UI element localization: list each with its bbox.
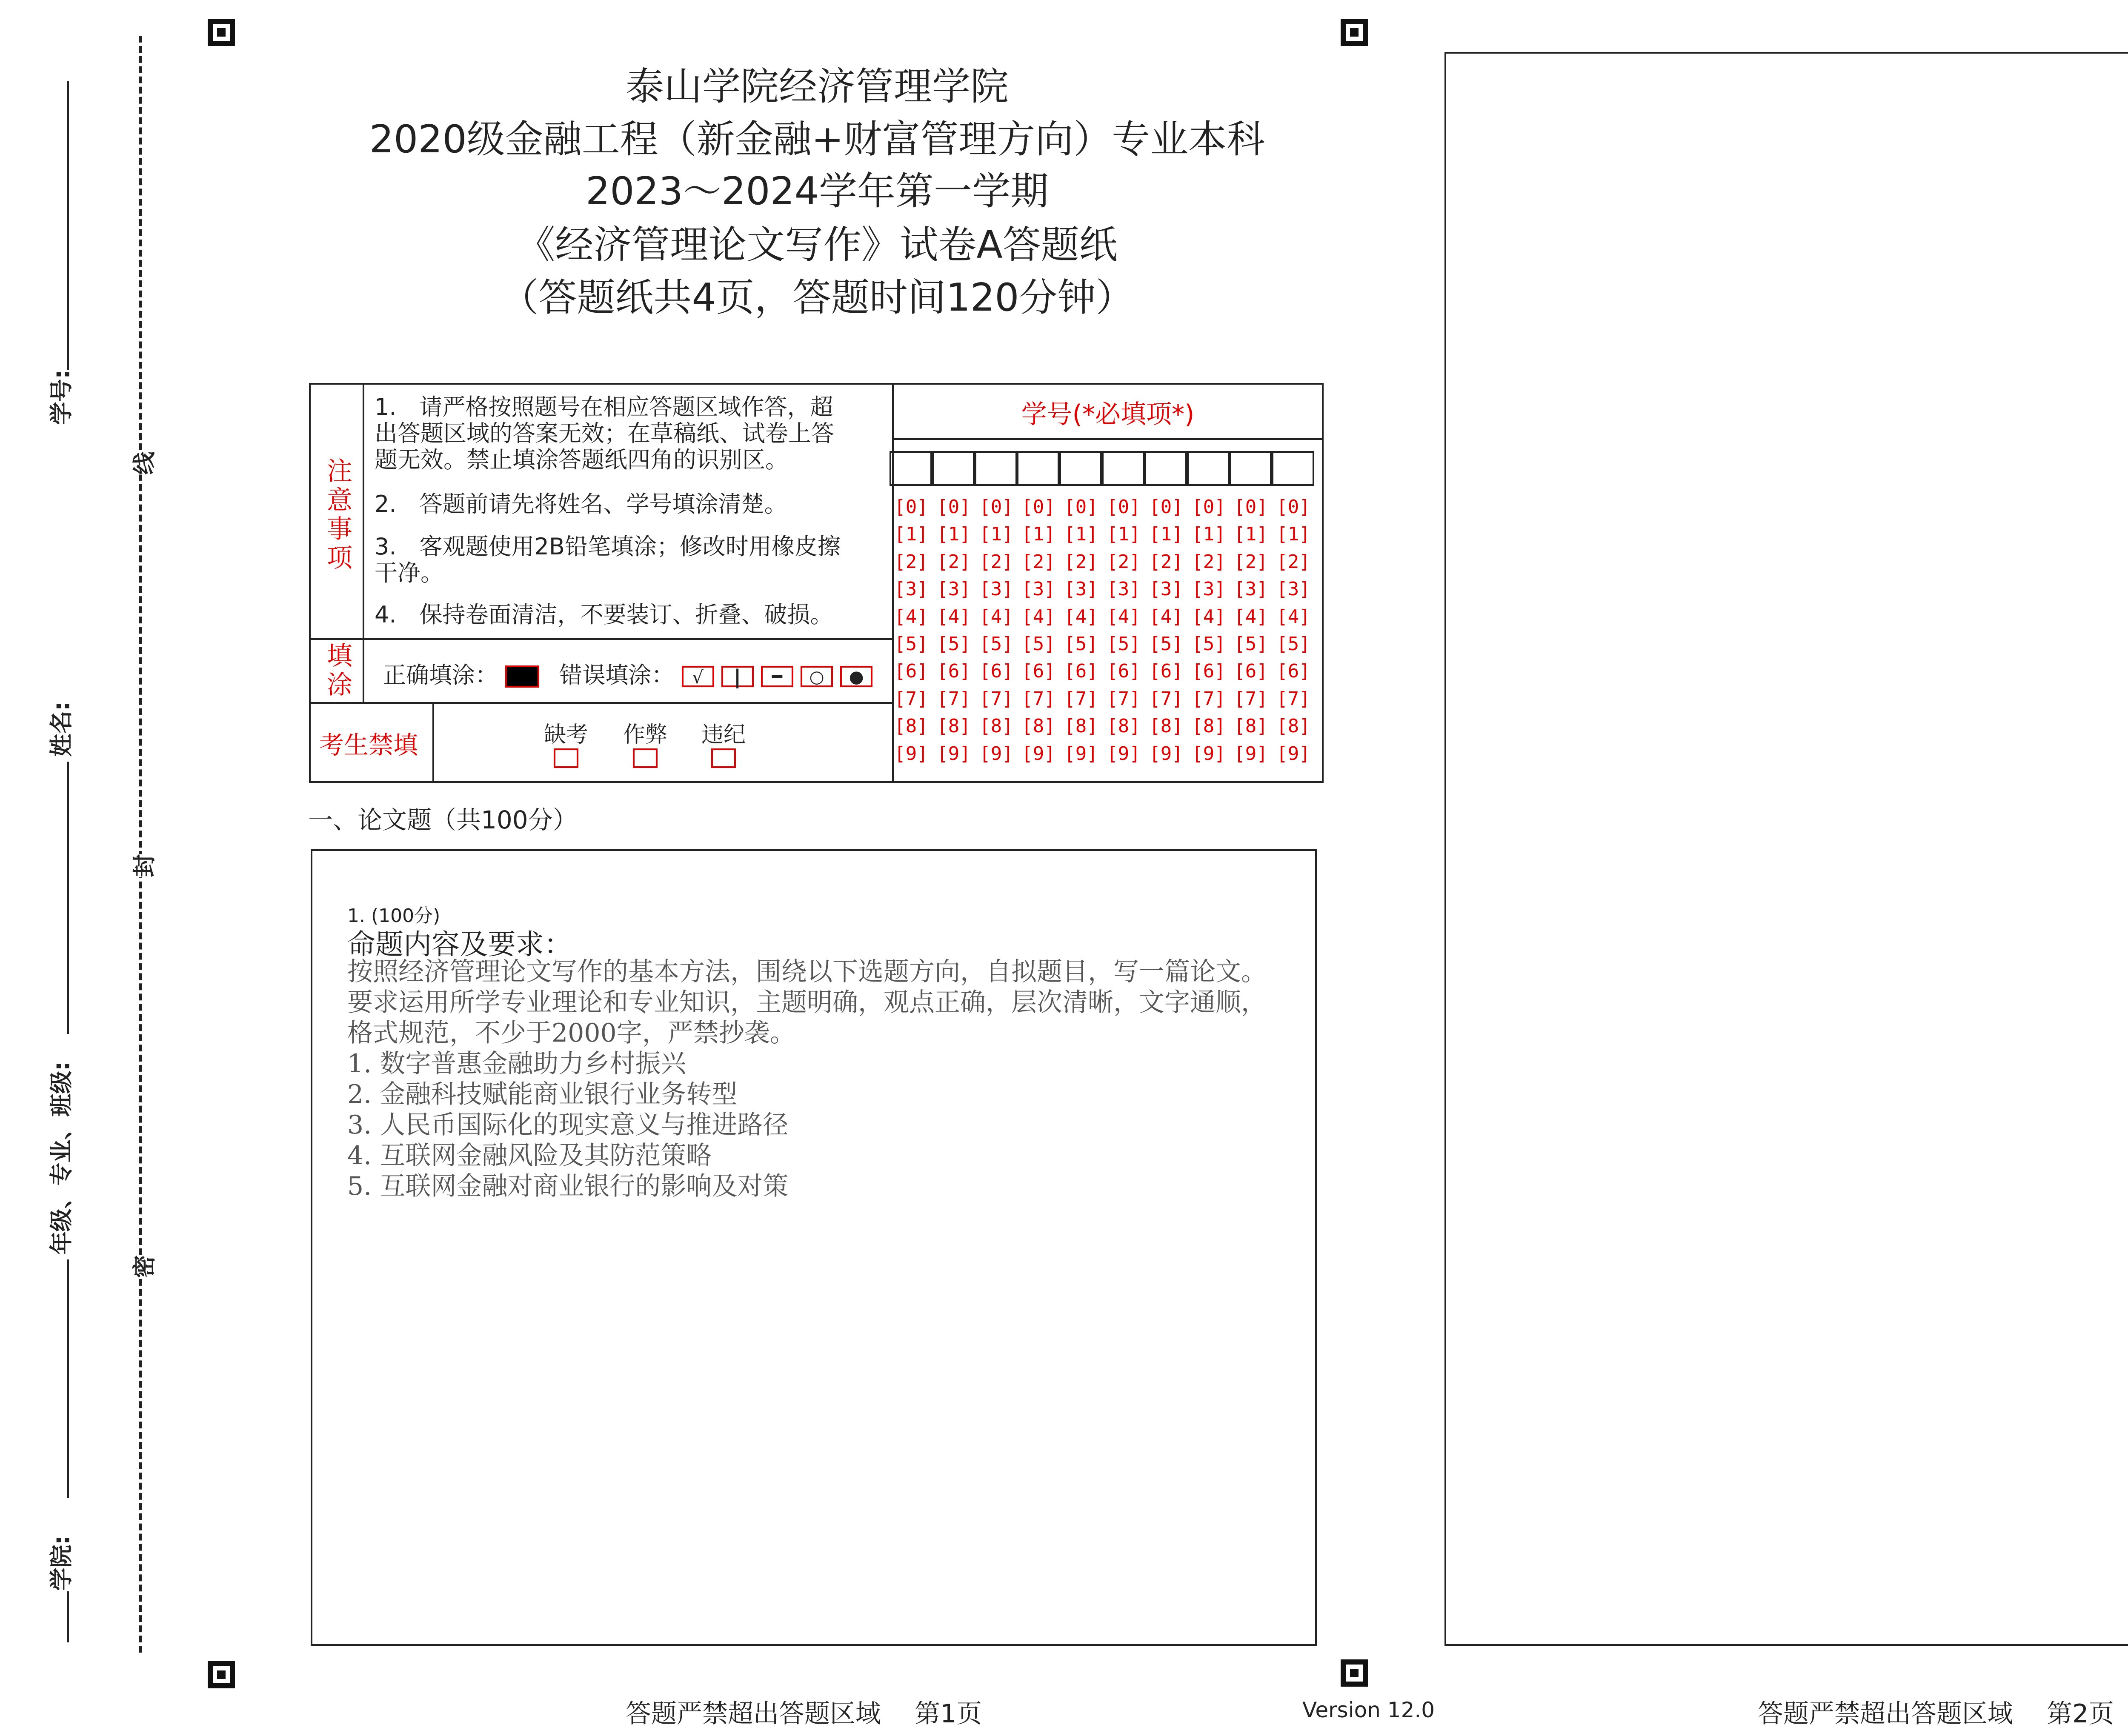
registration-marker-bottom-center: [1341, 1659, 1368, 1687]
notice-item-1: 1. 请严格按照题号在相应答题区域作答，超出答题区域的答案无效；在草稿纸、试卷上答题无效。禁止填涂答题纸四角的识别区。: [375, 394, 834, 473]
student-id-cell-10[interactable]: [1272, 451, 1314, 486]
fill-example-row: [383, 657, 872, 690]
forbidden-label: 考生禁填: [319, 731, 418, 760]
digit-bubble[interactable]: [3]: [1149, 578, 1183, 600]
digit-bubble[interactable]: [7]: [979, 688, 1013, 710]
cheat-checkbox[interactable]: [633, 748, 658, 768]
digit-bubble[interactable]: [0]: [1276, 496, 1310, 518]
digit-bubble[interactable]: [2]: [894, 551, 928, 573]
absent-label: 缺考: [543, 722, 588, 748]
digit-bubble[interactable]: [1]: [1149, 523, 1183, 545]
student-id-title: 学号(*必填项*): [1021, 400, 1195, 429]
digit-bubble[interactable]: [3]: [1064, 578, 1098, 600]
wrong-fill-bar: |: [721, 666, 754, 687]
digit-bubble[interactable]: [1]: [1064, 523, 1098, 545]
digit-bubble[interactable]: [2]: [1276, 551, 1310, 573]
digit-bubble[interactable]: [6]: [1149, 660, 1183, 682]
digit-bubble[interactable]: [6]: [1021, 660, 1055, 682]
digit-bubble[interactable]: [3]: [1107, 578, 1141, 600]
instruction-table: [309, 383, 892, 783]
digit-bubble[interactable]: [0]: [1064, 496, 1098, 518]
registration-marker-bottom-left: [208, 1661, 235, 1688]
digit-bubble[interactable]: [8]: [979, 715, 1013, 737]
name-binding-label: 姓名:: [48, 701, 75, 757]
digit-bubble[interactable]: [5]: [979, 633, 1013, 655]
digit-bubble[interactable]: [5]: [937, 633, 971, 655]
secret-mark: 密: [124, 1255, 162, 1278]
digit-bubble[interactable]: [8]: [1234, 715, 1268, 737]
binding-dashed-line: [139, 36, 142, 1653]
digit-bubble[interactable]: [4]: [894, 605, 928, 628]
digit-bubble[interactable]: [8]: [1149, 715, 1183, 737]
topic-4: 4. 互联网金融风险及其防范策略: [347, 1141, 712, 1171]
digit-bubble[interactable]: [2]: [937, 551, 971, 573]
digit-bubble[interactable]: [0]: [894, 496, 928, 518]
digit-bubble[interactable]: [7]: [1064, 688, 1098, 710]
program-title: 2020级金融工程（新金融+财富管理方向）专业本科: [369, 117, 1265, 162]
college-rule: [67, 1591, 69, 1642]
digit-bubble[interactable]: [8]: [894, 715, 928, 737]
digit-bubble[interactable]: [9]: [1192, 742, 1226, 765]
college-binding-label: 学院:: [48, 1535, 75, 1591]
digit-bubble[interactable]: [5]: [1234, 633, 1268, 655]
topic-1: 1. 数字普惠金融助力乡村振兴: [347, 1049, 686, 1079]
question-body: 按照经济管理论文写作的基本方法，围绕以下选题方向，自拟题目，写一篇论文。要求运用所学专业理论和专业知识，主题明确，观点正确，层次清晰，文字通顺，格式规范，不少于2000字，严禁抄袭。: [347, 957, 1267, 1048]
answer-area-page-1[interactable]: [311, 849, 1317, 1646]
student-id-digit-column-10: [1273, 494, 1313, 768]
digit-bubble[interactable]: [4]: [979, 605, 1013, 628]
name-rule: [67, 762, 69, 1034]
page-note: （答题纸共4页，答题时间120分钟）: [500, 275, 1134, 320]
wrong-fill-dash: ━: [761, 666, 793, 687]
digit-bubble[interactable]: [8]: [1064, 715, 1098, 737]
correct-fill-sample: [505, 665, 539, 688]
digit-bubble[interactable]: [6]: [894, 660, 928, 682]
grade-major-class-binding-label: 年级、专业、班级:: [48, 1061, 75, 1255]
digit-bubble[interactable]: [5]: [894, 633, 928, 655]
digit-bubble[interactable]: [8]: [1107, 715, 1141, 737]
digit-bubble[interactable]: [1]: [894, 523, 928, 545]
notice-item-3: 3. 客观题使用2B铅笔填涂；修改时用橡皮擦干净。: [375, 533, 841, 586]
digit-bubble[interactable]: [2]: [1021, 551, 1055, 573]
student-id-cell-7[interactable]: [1144, 451, 1187, 486]
topic-2: 2. 金融科技赋能商业银行业务转型: [347, 1079, 738, 1109]
digit-bubble[interactable]: [2]: [979, 551, 1013, 573]
digit-bubble[interactable]: [6]: [1192, 660, 1226, 682]
student-id-cell-3[interactable]: [975, 451, 1017, 486]
digit-bubble[interactable]: [2]: [1192, 551, 1226, 573]
digit-bubble[interactable]: [4]: [1149, 605, 1183, 628]
digit-bubble[interactable]: [7]: [1149, 688, 1183, 710]
fill-label: 填涂: [327, 641, 352, 700]
digit-bubble[interactable]: [3]: [1021, 578, 1055, 600]
digit-bubble[interactable]: [9]: [1149, 742, 1183, 765]
digit-bubble[interactable]: [5]: [1064, 633, 1098, 655]
digit-bubble[interactable]: [1]: [979, 523, 1013, 545]
digit-bubble[interactable]: [5]: [1021, 633, 1055, 655]
digit-bubble[interactable]: [0]: [1149, 496, 1183, 518]
digit-bubble[interactable]: [5]: [1192, 633, 1226, 655]
student-id-digit-column-4: [1018, 494, 1058, 768]
footer-page-1: 答题严禁超出答题区域 第1页: [626, 1699, 982, 1729]
digit-bubble[interactable]: [8]: [1192, 715, 1226, 737]
digit-bubble[interactable]: [3]: [937, 578, 971, 600]
term-title: 2023～2024学年第一学期: [585, 169, 1049, 214]
cheat-label: 作弊: [623, 722, 667, 748]
wrong-fill-dot: ●: [840, 666, 872, 687]
topic-5: 5. 互联网金融对商业银行的影响及对策: [347, 1171, 789, 1201]
grade-major-class-rule: [67, 1259, 69, 1498]
digit-bubble[interactable]: [2]: [1234, 551, 1268, 573]
digit-bubble[interactable]: [1]: [1192, 523, 1226, 545]
digit-bubble[interactable]: [9]: [1234, 742, 1268, 765]
student-id-digit-column-3: [976, 494, 1016, 768]
digit-bubble[interactable]: [4]: [1276, 605, 1310, 628]
violation-label: 违纪: [701, 722, 746, 748]
digit-bubble[interactable]: [0]: [1192, 496, 1226, 518]
student-id-digit-column-6: [1104, 494, 1144, 768]
student-id-cell-8[interactable]: [1187, 451, 1230, 486]
student-id-cell-1[interactable]: [890, 451, 932, 486]
question-number: 1. (100分): [347, 905, 440, 927]
digit-bubble[interactable]: [9]: [937, 742, 971, 765]
absent-checkbox[interactable]: [554, 748, 578, 768]
digit-bubble[interactable]: [2]: [1149, 551, 1183, 573]
digit-bubble[interactable]: [0]: [937, 496, 971, 518]
digit-bubble[interactable]: [6]: [1064, 660, 1098, 682]
paper-title: 《经济管理论文写作》试卷A答题纸: [517, 223, 1118, 267]
violation-checkbox[interactable]: [711, 748, 736, 768]
notice-item-2: 2. 答题前请先将姓名、学号填涂清楚。: [375, 491, 787, 517]
footer-version: Version 12.0: [1302, 1698, 1435, 1722]
student-id-cell-6[interactable]: [1102, 451, 1144, 486]
digit-bubble[interactable]: [7]: [1021, 688, 1055, 710]
notice-label: 注意事项: [327, 457, 352, 573]
digit-bubble[interactable]: [9]: [1107, 742, 1141, 765]
digit-bubble[interactable]: [9]: [1021, 742, 1055, 765]
digit-bubble[interactable]: [4]: [1107, 605, 1141, 628]
forbidden-option-absent[interactable]: [536, 717, 596, 770]
digit-bubble[interactable]: [6]: [979, 660, 1013, 682]
digit-bubble[interactable]: [0]: [1107, 496, 1141, 518]
student-id-rule: [67, 81, 69, 370]
student-id-digit-column-9: [1231, 494, 1271, 768]
section-heading: 一、论文题（共100分）: [308, 805, 578, 834]
digit-bubble[interactable]: [4]: [1192, 605, 1226, 628]
digit-bubble[interactable]: [3]: [1192, 578, 1226, 600]
digit-bubble[interactable]: [1]: [937, 523, 971, 545]
digit-bubble[interactable]: [9]: [1064, 742, 1098, 765]
wrong-fill-label: 错误填涂：: [559, 662, 675, 688]
digit-bubble[interactable]: [7]: [1234, 688, 1268, 710]
digit-bubble[interactable]: [0]: [979, 496, 1013, 518]
digit-bubble[interactable]: [2]: [1064, 551, 1098, 573]
digit-bubble[interactable]: [8]: [1276, 715, 1310, 737]
notice-item-4: 4. 保持卷面清洁，不要装订、折叠、破损。: [375, 601, 833, 628]
forbidden-option-cheat[interactable]: [615, 717, 675, 770]
digit-bubble[interactable]: [1]: [1021, 523, 1055, 545]
answer-area-page-2[interactable]: [1444, 52, 2128, 1646]
digit-bubble[interactable]: [6]: [937, 660, 971, 682]
student-id-digit-column-2: [934, 494, 974, 768]
digit-bubble[interactable]: [6]: [1234, 660, 1268, 682]
digit-bubble[interactable]: [1]: [1276, 523, 1310, 545]
student-id-binding-label: 学号:: [48, 369, 75, 425]
digit-bubble[interactable]: [3]: [979, 578, 1013, 600]
digit-bubble[interactable]: [5]: [1149, 633, 1183, 655]
digit-bubble[interactable]: [3]: [1234, 578, 1268, 600]
question-title: 命题内容及要求：: [347, 928, 572, 961]
digit-bubble[interactable]: [4]: [937, 605, 971, 628]
correct-fill-label: 正确填涂：: [383, 662, 498, 688]
seal-mark: 封: [124, 854, 162, 877]
digit-bubble[interactable]: [6]: [1107, 660, 1141, 682]
school-title: 泰山学院经济管理学院: [626, 64, 1009, 109]
digit-bubble[interactable]: [3]: [894, 578, 928, 600]
registration-marker-top-left: [208, 19, 235, 46]
digit-bubble[interactable]: [5]: [1276, 633, 1310, 655]
digit-bubble[interactable]: [9]: [894, 742, 928, 765]
student-id-digit-column-7: [1146, 494, 1186, 768]
student-id-cell-9[interactable]: [1229, 451, 1272, 486]
wrong-fill-check: √: [682, 666, 714, 687]
digit-bubble[interactable]: [5]: [1107, 633, 1141, 655]
student-id-digit-column-5: [1061, 494, 1101, 768]
digit-bubble[interactable]: [3]: [1276, 578, 1310, 600]
digit-bubble[interactable]: [6]: [1276, 660, 1310, 682]
digit-bubble[interactable]: [9]: [979, 742, 1013, 765]
digit-bubble[interactable]: [4]: [1234, 605, 1268, 628]
digit-bubble[interactable]: [7]: [1107, 688, 1141, 710]
wrong-fill-circle: ○: [801, 666, 833, 687]
forbidden-option-violation[interactable]: [694, 717, 753, 770]
student-id-cell-4[interactable]: [1017, 451, 1059, 486]
registration-marker-top-center: [1341, 19, 1368, 46]
footer-page-2: 答题严禁超出答题区域 第2页: [1758, 1699, 2114, 1729]
digit-bubble[interactable]: [2]: [1107, 551, 1141, 573]
digit-bubble[interactable]: [8]: [1021, 715, 1055, 737]
digit-bubble[interactable]: [7]: [937, 688, 971, 710]
digit-bubble[interactable]: [7]: [894, 688, 928, 710]
digit-bubble[interactable]: [0]: [1234, 496, 1268, 518]
digit-bubble[interactable]: [1]: [1107, 523, 1141, 545]
student-id-digit-column-1: [891, 494, 931, 768]
digit-bubble[interactable]: [9]: [1276, 742, 1310, 765]
student-id-digit-column-8: [1189, 494, 1229, 768]
digit-bubble[interactable]: [0]: [1021, 496, 1055, 518]
digit-bubble[interactable]: [1]: [1234, 523, 1268, 545]
student-id-cell-5[interactable]: [1059, 451, 1102, 486]
student-id-cell-2[interactable]: [932, 451, 975, 486]
digit-bubble[interactable]: [7]: [1192, 688, 1226, 710]
digit-bubble[interactable]: [8]: [937, 715, 971, 737]
digit-bubble[interactable]: [7]: [1276, 688, 1310, 710]
topic-3: 3. 人民币国际化的现实意义与推进路径: [347, 1110, 789, 1140]
digit-bubble[interactable]: [4]: [1064, 605, 1098, 628]
digit-bubble[interactable]: [4]: [1021, 605, 1055, 628]
line-mark: 线: [124, 452, 162, 475]
